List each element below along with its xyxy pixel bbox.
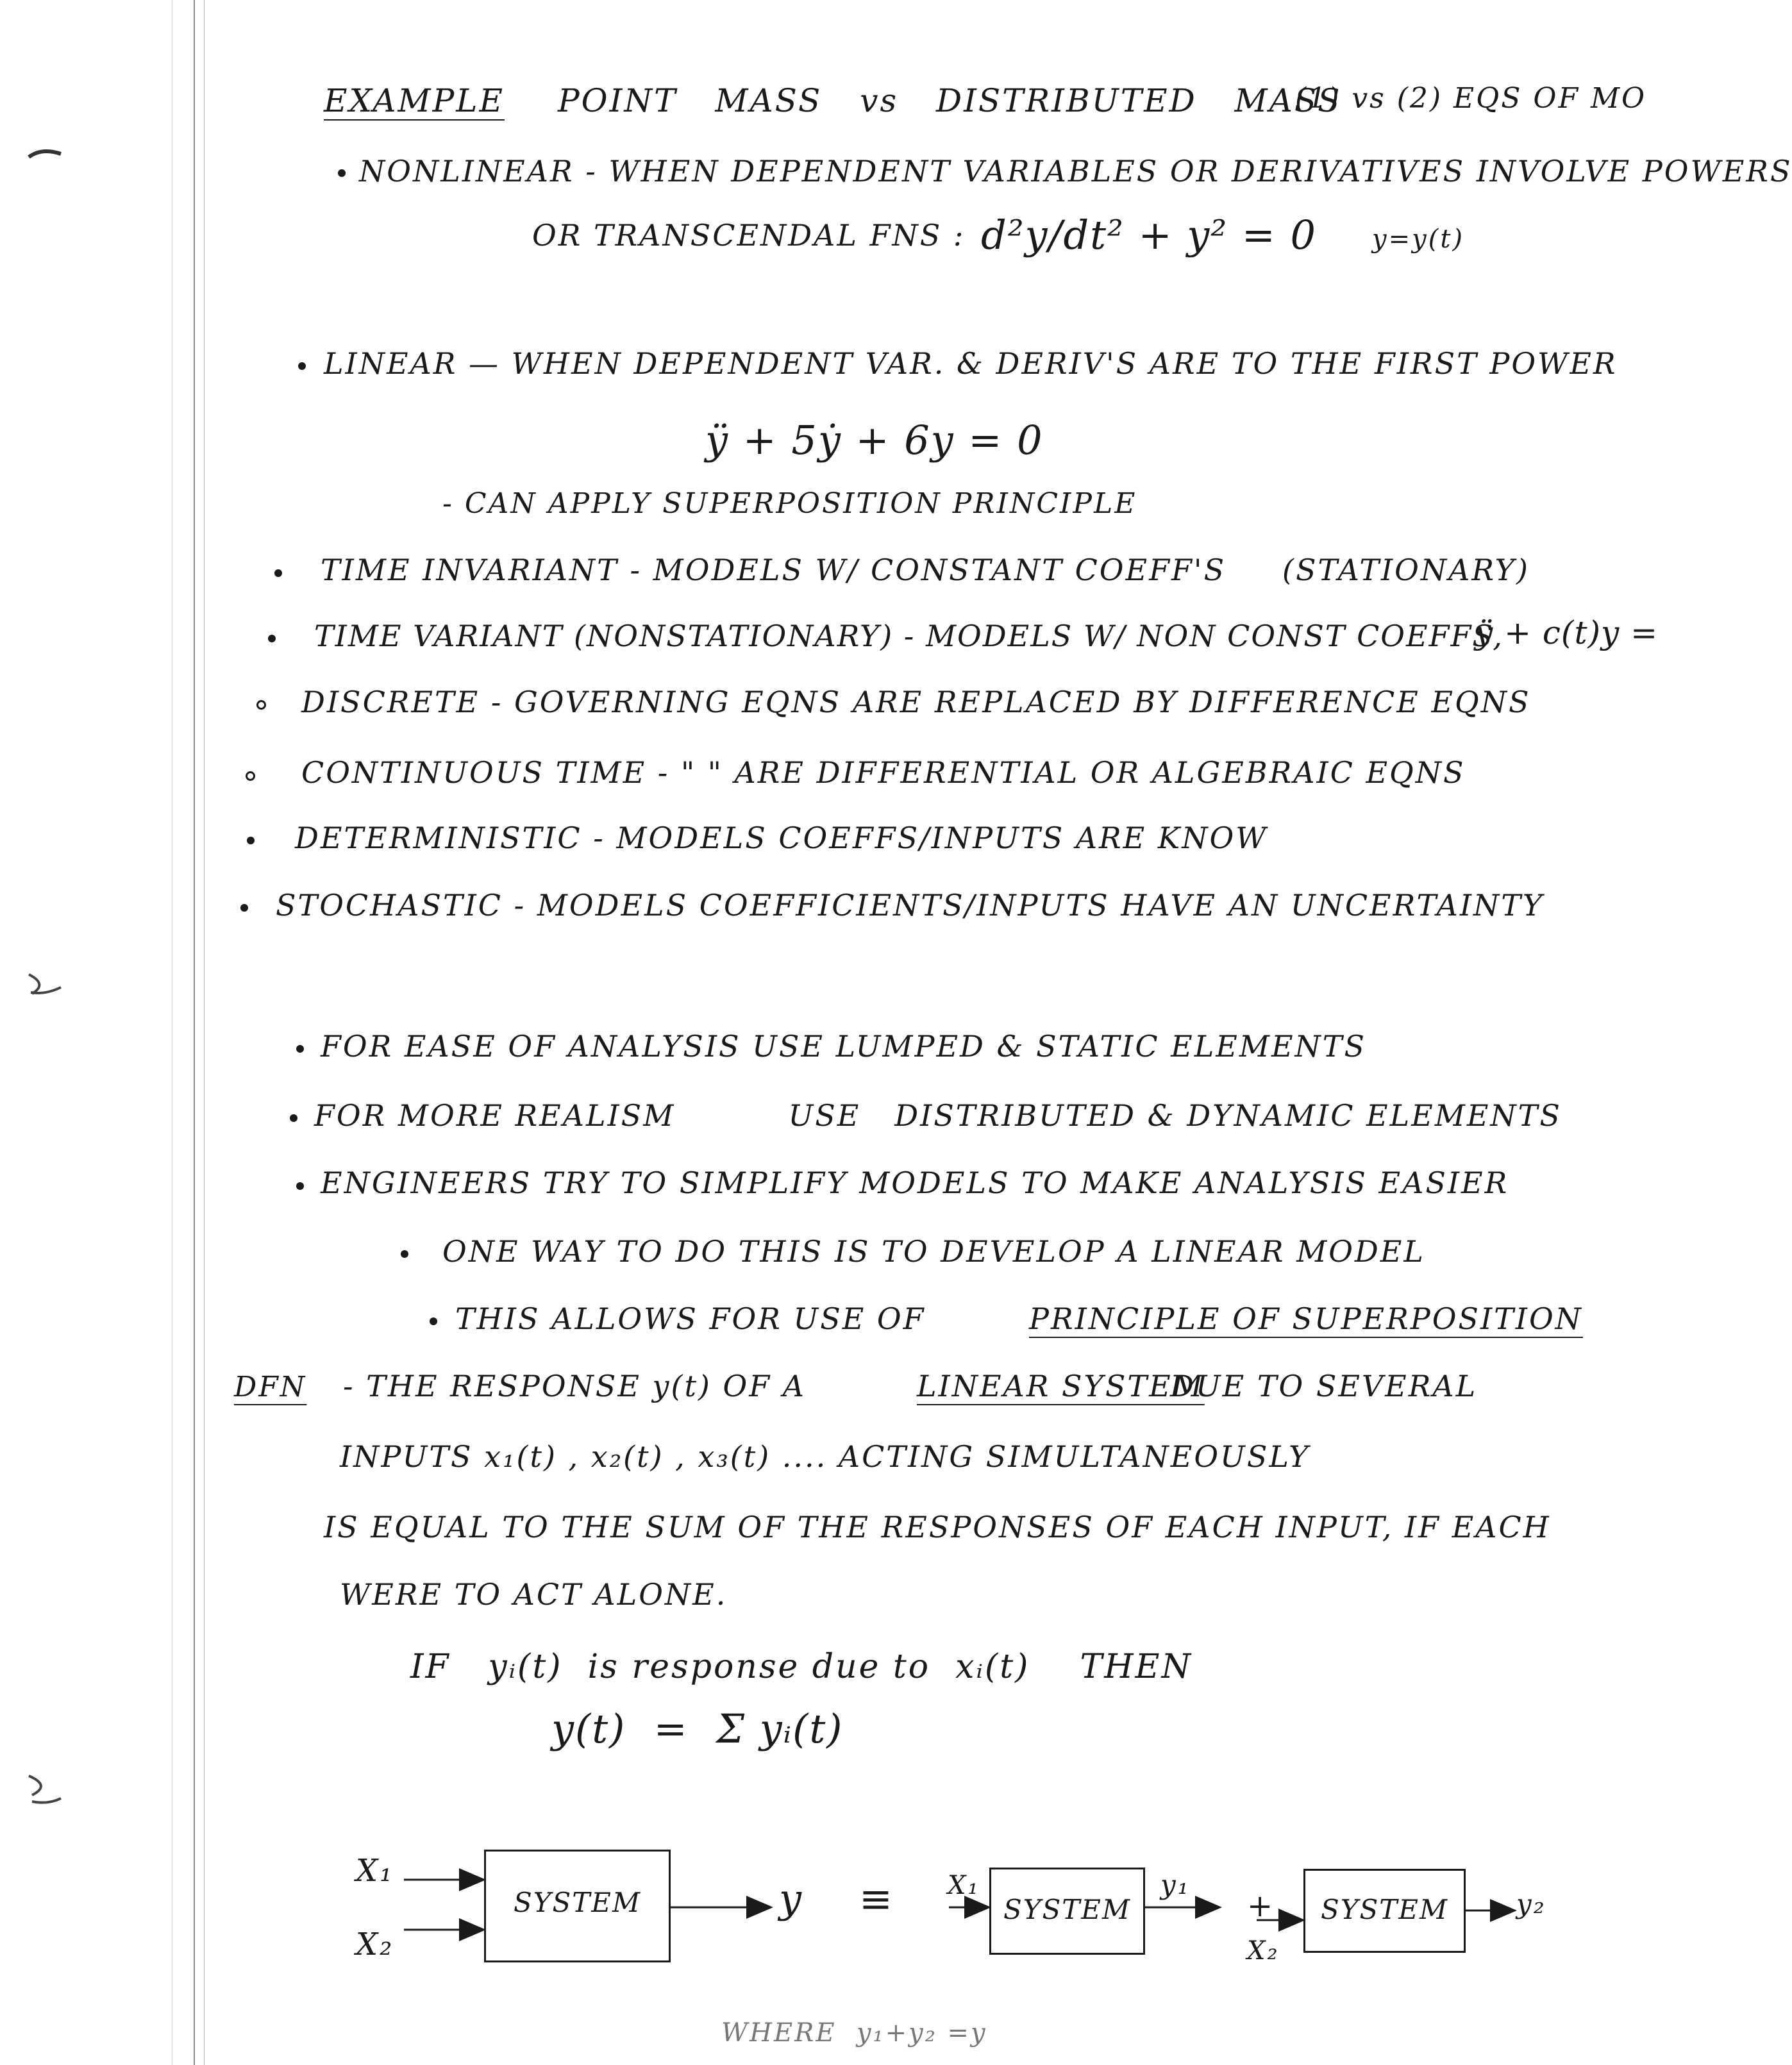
nonlinear-text: NONLINEAR - WHEN DEPENDENT VARIABLES OR DERIVATIVES INVOLVE POWERS	[359, 154, 1792, 188]
analysis-ease: FOR EASE OF ANALYSIS USE LUMPED & STATIC ELEMENTS	[321, 1029, 1366, 1064]
definition-line4: WERE TO ACT ALONE.	[340, 1577, 728, 1612]
diagram-x2-right: X₂	[1247, 1936, 1280, 1966]
nonlinear-cont: OR TRANSCENDAL FNS :	[532, 218, 966, 253]
condition-sum: y(t) = Σ yᵢ(t)	[551, 1705, 844, 1752]
analysis-one-way: ONE WAY TO DO THIS IS TO DEVELOP A LINEAR MODEL	[442, 1234, 1425, 1269]
diagram-x2: X₂	[356, 1927, 394, 1962]
heading-comparison: POINT MASS vs DISTRIBUTED MASS	[558, 82, 1342, 119]
system-label: SYSTEM	[514, 1887, 641, 1918]
definition-line1-end: DUE TO SEVERAL	[1170, 1369, 1478, 1403]
analysis-engineers: ENGINEERS TRY TO SIMPLIFY MODELS TO MAKE ANALYSIS EASIER	[321, 1166, 1509, 1200]
system-label: SYSTEM	[1321, 1894, 1448, 1925]
system-block-2	[1303, 1869, 1466, 1953]
diagram-y1: y₁	[1160, 1869, 1191, 1900]
definition-line1: - THE RESPONSE y(t) OF A	[343, 1369, 806, 1403]
system-label: SYSTEM	[1003, 1894, 1131, 1925]
diagram-y2: y₂	[1516, 1888, 1546, 1919]
diagram-x1: X₁	[356, 1853, 394, 1889]
linear-note: - CAN APPLY SUPERPOSITION PRINCIPLE	[442, 487, 1137, 520]
class-deterministic: DETERMINISTIC - MODELS COEFFS/INPUTS ARE KNOW	[295, 821, 1268, 855]
diagram-equivalence: ≡	[859, 1875, 894, 1922]
class-time-invariant-extra: (STATIONARY)	[1282, 553, 1530, 587]
heading-eqs: (1) vs (2) EQS OF MO	[1295, 82, 1647, 115]
diagram-output-y: y	[779, 1875, 803, 1922]
analysis-realism: FOR MORE REALISM USE DISTRIBUTED & DYNAMIC ELEMENTS	[314, 1098, 1562, 1133]
nonlinear-equation: d²y/dt² + y² = 0	[981, 212, 1317, 258]
linear-equation: ÿ + 5ẏ + 6y = 0	[705, 417, 1044, 464]
class-stochastic: STOCHASTIC - MODELS COEFFICIENTS/INPUTS HAVE AN UNCERTAINTY	[276, 888, 1545, 923]
class-time-variant-extra: ÿ + c(t)y =	[1475, 614, 1659, 651]
class-continuous: CONTINUOUS TIME - " " ARE DIFFERENTIAL OR ALGEBRAIC EQNS	[301, 755, 1466, 790]
class-discrete: DISCRETE - GOVERNING EQNS ARE REPLACED BY DIFFERENCE EQNS	[301, 685, 1531, 719]
definition-line2: INPUTS x₁(t) , x₂(t) , x₃(t) .... ACTING SIMULTANEOUSLY	[340, 1439, 1311, 1474]
definition-linear-system: LINEAR SYSTEM	[917, 1369, 1205, 1403]
system-block-combined	[484, 1850, 671, 1962]
system-block-1	[989, 1868, 1145, 1955]
footer-note: WHERE y₁+y₂ =y	[721, 2018, 987, 2048]
linear-text: LINEAR — WHEN DEPENDENT VAR. & DERIV'S ARE TO THE FIRST POWER	[324, 346, 1618, 381]
superposition-link: PRINCIPLE OF SUPERPOSITION	[1029, 1301, 1583, 1336]
nonlinear-note: y=y(t)	[1372, 224, 1464, 254]
definition-line3: IS EQUAL TO THE SUM OF THE RESPONSES OF EACH INPUT, IF EACH	[324, 1510, 1551, 1544]
class-time-invariant: TIME INVARIANT - MODELS W/ CONSTANT COEFF'S	[321, 553, 1227, 587]
class-time-variant: TIME VARIANT (NONSTATIONARY) - MODELS W/ NON CONST COEFFS,	[314, 619, 1503, 653]
example-label: EXAMPLE	[324, 82, 505, 119]
condition-if: IF yᵢ(t) is response due to xᵢ(t) THEN	[410, 1648, 1193, 1686]
analysis-allows: THIS ALLOWS FOR USE OF	[455, 1301, 926, 1336]
definition-label: DFN	[234, 1371, 307, 1403]
diagram-plus: +	[1247, 1888, 1275, 1924]
diagram-x1-right: X₁	[948, 1871, 980, 1900]
